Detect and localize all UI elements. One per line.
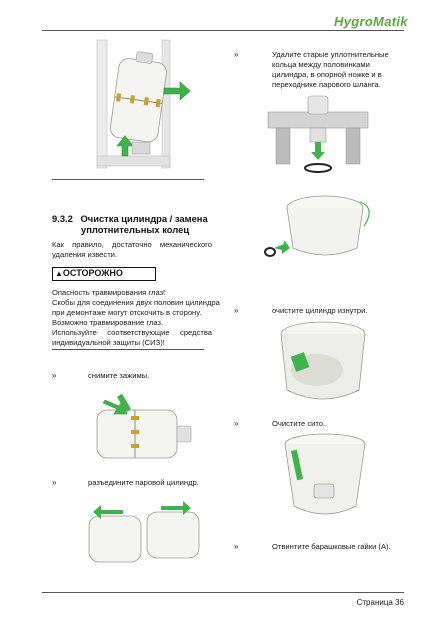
warning-rule: [52, 349, 204, 350]
clamp-removal-illustration: [95, 392, 205, 464]
step-remove-seals-line: переходнике парового шланга.: [272, 80, 381, 89]
step-unscrew-nuts: Отвинтите барашковые гайки (А).: [272, 542, 391, 551]
page-number: Страница 36: [356, 598, 404, 607]
intro-line-2: удаления извести.: [52, 250, 118, 259]
warning-line: при демонтаже могут отскочить в сторону.: [52, 308, 202, 317]
section-number: 9.3.2: [52, 213, 73, 224]
cylinder-seal-illustration: [260, 188, 380, 268]
step-remove-seals-line: Удалите старые уплотнительные: [272, 50, 389, 59]
left-figure-rule: [52, 179, 204, 180]
footer-rule: [42, 592, 404, 593]
step-clean-inside: очистите цилиндр изнутри.: [272, 306, 368, 315]
step-separate-cylinder: разъедините паровой цилиндр.: [88, 478, 199, 487]
warning-box: [52, 267, 156, 281]
cylinder-separation-illustration: [85, 498, 205, 570]
warning-line: индивидуальной защиты (СИЗ)!: [52, 338, 165, 347]
step-remove-seals-line: цилиндра, в опорной ножке и в: [272, 70, 382, 79]
seal-removal-base-illustration: [268, 90, 368, 182]
section-heading-line2: уплотнительных колец: [81, 224, 190, 235]
bullet-marker: »: [234, 50, 239, 59]
step-remove-seals-line: кольца между половинками: [272, 60, 370, 69]
header-rule: [42, 30, 404, 31]
warning-triangle-icon: ▲: [55, 269, 63, 278]
warning-line: Скобы для соединения двух половин цилиндра: [52, 298, 220, 307]
bullet-marker: »: [52, 371, 57, 380]
step-remove-clamps: снимите зажимы.: [88, 371, 150, 380]
warning-line: Возможно травмирование глаз.: [52, 318, 164, 327]
hygromatik-logo: HygroMatik: [334, 14, 408, 29]
bullet-marker: »: [234, 306, 239, 315]
bullet-marker: »: [234, 419, 239, 428]
cylinder-cleaning-illustration: [277, 320, 369, 410]
step-clean-sieve: Очистите сито.: [272, 419, 326, 428]
section-heading-line1: [52, 213, 222, 224]
bullet-marker: »: [52, 478, 57, 487]
section-title: Очистка цилиндра / замена: [80, 213, 208, 224]
warning-line: Используйте соответствующие средства: [52, 328, 212, 337]
cylinder-removal-illustration: [52, 38, 212, 173]
warning-line: Опасность травмирования глаз!: [52, 288, 166, 297]
sieve-cleaning-illustration: [282, 432, 368, 522]
warning-label: ОСТОРОЖНО: [62, 268, 123, 278]
intro-line-1: Как правило, достаточно механического: [52, 240, 212, 249]
bullet-marker: »: [234, 542, 239, 551]
